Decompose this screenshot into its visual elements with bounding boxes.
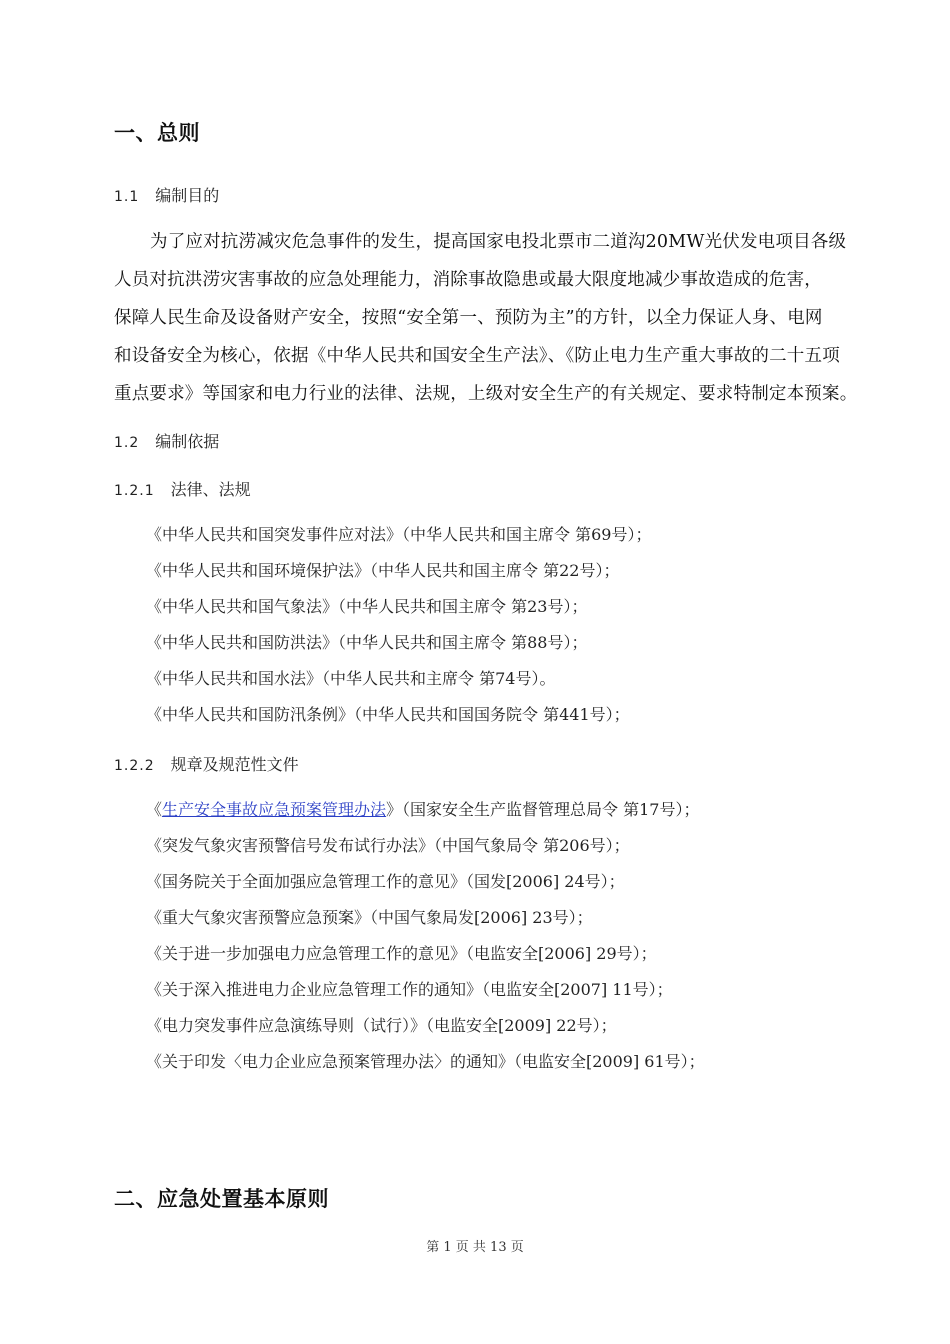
regulation-item: 《关于深入推进电力企业应急管理工作的通知》（电监安全[2007] 11号）； — [146, 980, 673, 999]
purpose-paragraph — [114, 223, 886, 413]
section-2-title: 二、应急处置基本原则 — [114, 1187, 329, 1211]
heading-1-2 — [114, 429, 219, 452]
regulation-item: 《电力突发事件应急演练导则（试行）》（电监安全[2009] 22号）； — [146, 1016, 617, 1035]
law-item: 《中华人民共和国气象法》（中华人民共和国主席令 第23号）； — [146, 597, 588, 616]
heading-number: 1.2.2 — [114, 758, 155, 774]
law-item: 《中华人民共和国水法》（中华人民共和主席令 第74号）。 — [146, 669, 556, 688]
law-item: 《中华人民共和国突发事件应对法》（中华人民共和国主席令 第69号）； — [146, 525, 652, 544]
heading-number: 1.2.1 — [114, 483, 155, 499]
regulations-list — [146, 792, 705, 1080]
regulation-item: 《关于进一步加强电力应急管理工作的意见》（电监安全[2006] 29号）； — [146, 944, 657, 963]
paragraph-line: 保障人民生命及设备财产安全，按照“安全第一、预防为主”的方针，以全力保证人身、电网 — [114, 308, 823, 328]
paragraph-line: 和设备安全为核心，依据《中华人民共和国安全生产法》、《防止电力生产重大事故的二十五项 — [114, 346, 840, 366]
regulation-item: 《关于印发〈电力企业应急预案管理办法〉的通知》（电监安全[2009] 61号）； — [146, 1052, 705, 1071]
heading-text: 规章及规范性文件 — [170, 755, 299, 774]
paragraph-line: 为了应对抗涝减灾危急事件的发生，提高国家电投北票市二道沟20MW光伏发电项目各级 — [150, 232, 847, 252]
paragraph-line: 人员对抗洪涝灾害事故的应急处理能力，消除事故隐患或最大限度地减少事故造成的危害， — [114, 270, 822, 290]
law-item: 《中华人民共和国防汛条例》（中华人民共和国国务院令 第441号）； — [146, 705, 630, 724]
regulation-item: 《国务院关于全面加强应急管理工作的意见》（国发[2006] 24号）； — [146, 872, 625, 891]
section-1-title: 一、总则 — [114, 121, 200, 145]
regulation-item — [146, 792, 705, 828]
regulation-item: 《重大气象灾害预警应急预案》（中国气象局发[2006] 23号）； — [146, 908, 593, 927]
heading-1-2-2 — [114, 752, 299, 775]
paragraph-line: 重点要求》等国家和电力行业的法律、法规，上级对安全生产的有关规定、要求特制定本预案。 — [114, 384, 858, 404]
heading-1-1 — [114, 183, 219, 206]
page-footer: 第 1 页 共 13 页 — [426, 1240, 524, 1255]
heading-1-2-1 — [114, 477, 251, 500]
law-item: 《中华人民共和国防洪法》（中华人民共和国主席令 第88号）； — [146, 633, 588, 652]
laws-list — [146, 517, 651, 733]
regulation-suffix: 》（国家安全生产监督管理总局令 第17号）； — [386, 800, 700, 819]
heading-text: 编制依据 — [155, 432, 220, 451]
heading-number: 1.1 — [114, 189, 140, 205]
bracket-open: 《 — [146, 800, 163, 819]
heading-number: 1.2 — [114, 435, 140, 451]
regulation-link[interactable]: 生产安全事故应急预案管理办法 — [162, 800, 387, 819]
heading-text: 法律、法规 — [170, 480, 251, 499]
regulation-item: 《突发气象灾害预警信号发布试行办法》（中国气象局令 第206号）； — [146, 836, 630, 855]
heading-text: 编制目的 — [155, 186, 220, 205]
law-item: 《中华人民共和国环境保护法》（中华人民共和国主席令 第22号）； — [146, 561, 620, 580]
